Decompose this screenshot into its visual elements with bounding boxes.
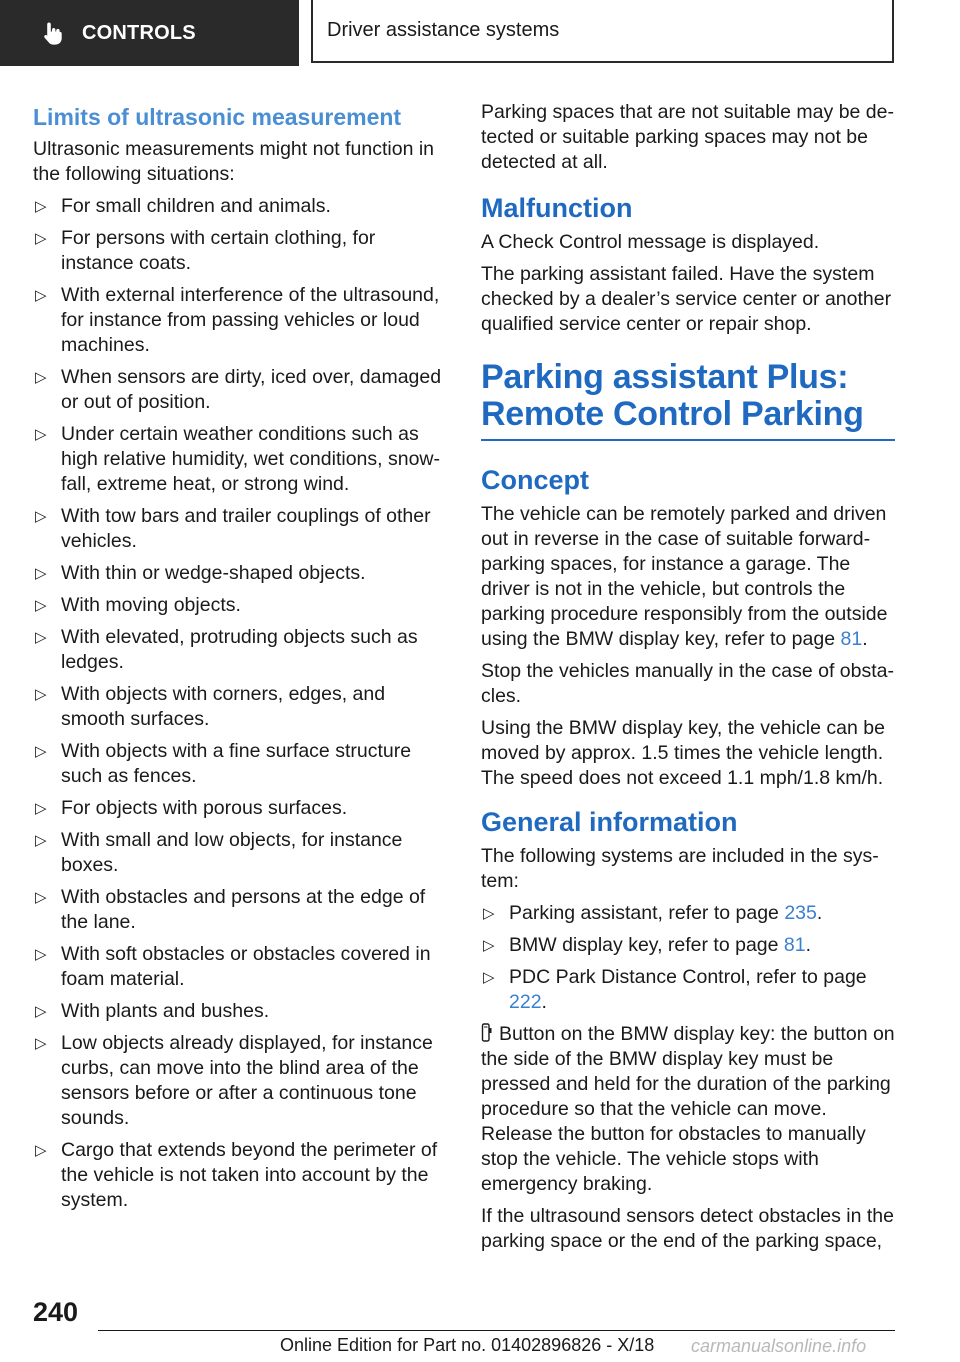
triangle-bullet-icon: ▷ <box>35 629 47 646</box>
page-link-81[interactable]: 81 <box>840 628 863 650</box>
header-title-box <box>311 0 894 63</box>
limits-intro: Ultrasonic measurements might not function in the following situations: <box>33 138 435 185</box>
section-tab <box>0 0 299 66</box>
triangle-bullet-icon: ▷ <box>35 565 47 582</box>
footer-rule <box>98 1330 895 1331</box>
triangle-bullet-icon: ▷ <box>35 287 47 304</box>
malfunction-para-1: A Check Control message is displayed. <box>481 231 820 253</box>
list-item: ▷ With obstacles and persons at the edge of the lane. <box>35 886 426 933</box>
triangle-bullet-icon: ▷ <box>35 1003 47 1020</box>
list-item: ▷ With thin or wedge-shaped objects. <box>35 562 366 584</box>
malfunction-heading: Malfunction <box>481 193 633 223</box>
list-item: ▷ With objects with a fine surface structure such as fences. <box>35 740 412 787</box>
page-number: 240 <box>33 1297 79 1327</box>
key-button-icon <box>481 1023 493 1043</box>
list-item: ▷ For persons with certain clothing, for instance coats. <box>35 227 376 274</box>
header-title: Driver assistance systems <box>327 19 560 41</box>
list-item: ▷ With soft obstacles or obstacles covered in foam material. <box>35 943 431 990</box>
triangle-bullet-icon: ▷ <box>35 686 47 703</box>
triangle-bullet-icon: ▷ <box>483 905 495 922</box>
obstacles-para: If the ultrasound sensors detect obstacles in the parking space or the end of the parking space, <box>481 1205 894 1252</box>
triangle-bullet-icon: ▷ <box>35 1142 47 1159</box>
watermark: carmanualsonline.info <box>691 1336 867 1356</box>
general-info-heading: General information <box>481 807 738 837</box>
limits-heading: Limits of ultrasonic measurement <box>33 104 402 130</box>
list-item: ▷ When sensors are dirty, iced over, damaged or out of position. <box>35 366 442 413</box>
list-item: ▷ With small and low objects, for instance boxes. <box>35 829 403 876</box>
malfunction-para-2: The parking assistant failed. Have the system checked by a dealer’s service center or another qualified service center or repair shop. <box>481 263 892 335</box>
general-info-list <box>481 901 895 1015</box>
triangle-bullet-icon: ▷ <box>35 508 47 525</box>
triangle-bullet-icon: ▷ <box>35 597 47 614</box>
page-link-222[interactable]: 222 <box>509 991 542 1013</box>
pointing-hand-icon <box>40 20 66 46</box>
triangle-bullet-icon: ▷ <box>35 889 47 906</box>
page-link-235[interactable]: 235 <box>784 902 817 924</box>
list-item: ▷ Parking assistant, refer to page 235. <box>483 902 823 924</box>
concept-heading: Concept <box>481 465 589 495</box>
list-item: ▷ With moving objects. <box>35 594 241 616</box>
chapter-heading <box>481 359 895 441</box>
list-item: ▷ For small children and animals. <box>35 195 331 217</box>
list-item: ▷ Under certain weather conditions such as high relative humidity, wet conditions, snowfall, extreme heat, or strong wind. <box>35 423 440 495</box>
limits-list <box>33 194 448 1213</box>
triangle-bullet-icon: ▷ <box>35 832 47 849</box>
list-item: ▷ With external interference of the ultrasound, for instance from passing vehicles or loud machines. <box>35 284 440 356</box>
right-column <box>481 100 895 1261</box>
list-item: ▷ With elevated, protruding objects such as ledges. <box>35 626 418 673</box>
triangle-bullet-icon: ▷ <box>35 426 47 443</box>
triangle-bullet-icon: ▷ <box>35 946 47 963</box>
concept-para-1: The vehicle can be remotely parked and driven out in reverse in the case of suitable forward-parking spaces, for instance a garage. The driver is not in the vehicle, but controls the parking procedure responsibly from the outside using the BMW display key, refer to page 81. <box>481 503 888 650</box>
left-column <box>33 100 448 1220</box>
chapter-heading-line-1: Parking assistant Plus: <box>481 358 849 396</box>
general-info-intro: The following systems are included in the system: <box>481 845 879 892</box>
triangle-bullet-icon: ▷ <box>483 937 495 954</box>
list-item: ▷ PDC Park Distance Control, refer to page 222. <box>483 966 867 1013</box>
list-item: ▷ Low objects already displayed, for instance curbs, can move into the blind area of the sensors before or after a continuous tone sounds. <box>35 1032 433 1129</box>
section-label: CONTROLS <box>82 21 196 44</box>
triangle-bullet-icon: ▷ <box>35 1035 47 1052</box>
concept-para-3: Using the BMW display key, the vehicle can be moved by approx. 1.5 times the vehicle length. The speed does not exceed 1.1 mph/1.8 km/h. <box>481 717 885 789</box>
chapter-heading-line-2: Remote Control Parking <box>481 395 864 433</box>
triangle-bullet-icon: ▷ <box>35 198 47 215</box>
triangle-bullet-icon: ▷ <box>35 230 47 247</box>
list-item: ▷ With plants and bushes. <box>35 1000 270 1022</box>
triangle-bullet-icon: ▷ <box>35 369 47 386</box>
triangle-bullet-icon: ▷ <box>483 969 495 986</box>
list-item: ▷ BMW display key, refer to page 81. <box>483 934 812 956</box>
button-para: Button on the BMW display key: the button on the side of the BMW display key must be pressed and held for the duration of the parking procedure so that the vehicle can move. Release the button for obstacles to manually stop the vehicle. The vehicle stops with emergency braking. <box>481 1023 895 1195</box>
list-item: ▷ With tow bars and trailer couplings of other vehicles. <box>35 505 431 552</box>
parking-spaces-para: Parking spaces that are not suitable may be detected or suitable parking spaces may not be detected at all. <box>481 101 894 173</box>
triangle-bullet-icon: ▷ <box>35 743 47 760</box>
list-item: ▷ For objects with porous surfaces. <box>35 797 348 819</box>
list-item: ▷ With objects with corners, edges, and smooth surfaces. <box>35 683 386 730</box>
triangle-bullet-icon: ▷ <box>35 800 47 817</box>
footer-edition: Online Edition for Part no. 01402896826 - X/18 <box>280 1335 655 1355</box>
concept-para-2: Stop the vehicles manually in the case of obstacles. <box>481 660 894 707</box>
page-header <box>0 0 960 66</box>
list-item: ▷ Cargo that extends beyond the perimeter of the vehicle is not taken into account by the system. <box>35 1139 438 1211</box>
page-link-81[interactable]: 81 <box>783 934 806 956</box>
